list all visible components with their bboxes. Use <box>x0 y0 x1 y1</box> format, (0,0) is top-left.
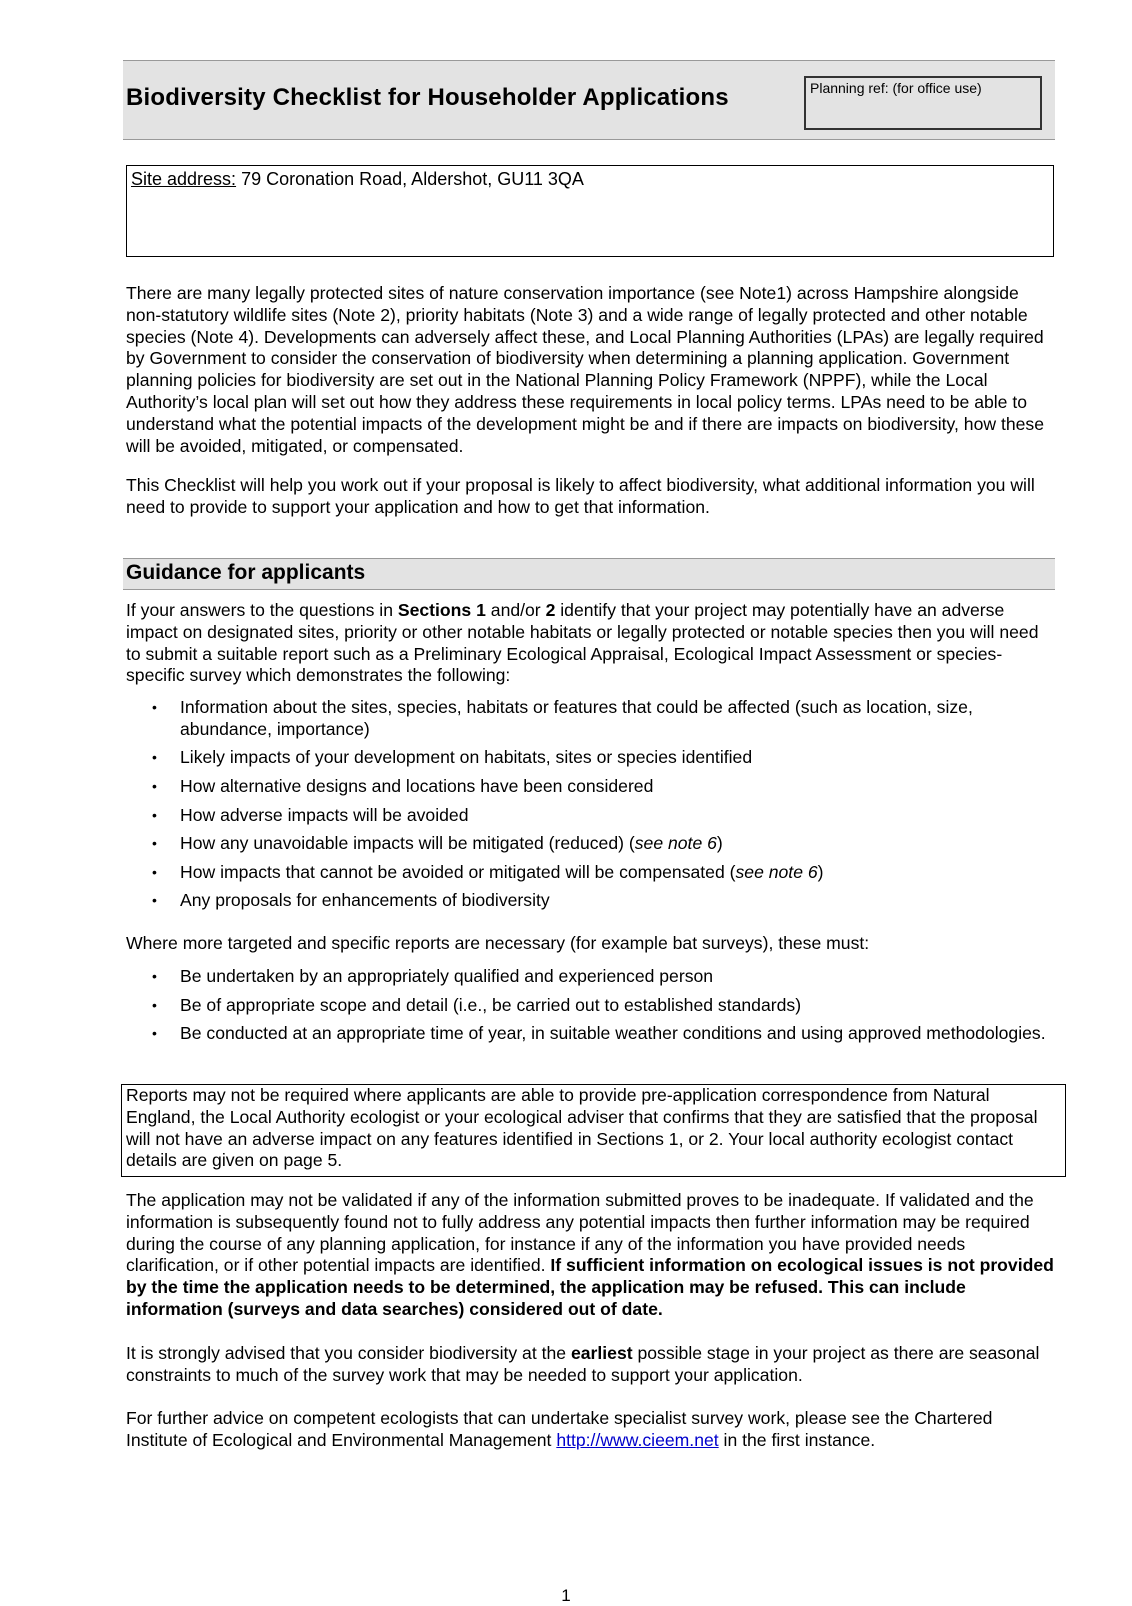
report-requirements-list <box>126 697 1056 919</box>
cieem-link[interactable]: http://www.cieem.net <box>556 1429 719 1450</box>
page-number: 1 <box>561 1586 571 1605</box>
list-item: • Information about the sites, species, habitats or features that could be affected (such as location, size, abundance, importance) <box>126 697 1056 741</box>
guidance-intro-paragraph: If your answers to the questions in Sections 1 and/or 2 identify that your project may potentially have an adverse impact on designated sites, priority or other notable habitats or legally protected or notable species then you will need to submit a suitable report such as a Preliminary Ecological Appraisal, Ecological Impact Assessment or species-specific survey which demonstrates the following: <box>126 600 1039 686</box>
site-address-label: Site address: <box>131 169 237 189</box>
list-item: • How any unavoidable impacts will be mitigated (reduced) (see note 6) <box>126 833 1056 855</box>
site-address-box[interactable] <box>126 165 1054 257</box>
further-advice-paragraph: For further advice on competent ecologists that can undertake specialist survey work, please see the Chartered Institute of Ecological and Environmental Management http://www.cieem.net in the first instance. <box>126 1408 993 1450</box>
page-title: Biodiversity Checklist for Householder Applications <box>126 84 729 111</box>
intro-paragraph-2: This Checklist will help you work out if your proposal is likely to affect biodiversity, what additional information you will need to provide to support your application and how to get that information. <box>126 475 1035 517</box>
guidance-heading: Guidance for applicants <box>126 561 366 584</box>
list-item: • Be undertaken by an appropriately qualified and experienced person <box>126 966 1056 988</box>
list-item: • How adverse impacts will be avoided <box>126 805 1056 827</box>
earliest-stage-paragraph: It is strongly advised that you consider biodiversity at the earliest possible stage in your project as there are seasonal constraints to much of the survey work that may be needed to support your application. <box>126 1343 1040 1385</box>
targeted-reports-list <box>126 966 1056 1052</box>
targeted-reports-intro: Where more targeted and specific reports are necessary (for example bat surveys), these must: <box>126 933 870 953</box>
list-item: • Be conducted at an appropriate time of year, in suitable weather conditions and using approved methodologies. <box>126 1023 1056 1045</box>
list-item: • Any proposals for enhancements of biodiversity <box>126 890 1056 912</box>
planning-ref-label: Planning ref: (for office use) <box>810 80 982 96</box>
list-item: • Likely impacts of your development on habitats, sites or species identified <box>126 747 1056 769</box>
list-item: • How alternative designs and locations have been considered <box>126 776 1056 798</box>
pre-application-notice: Reports may not be required where applicants are able to provide pre-application correspondence from Natural England, the Local Authority ecologist or your ecological adviser that confirms that they are satisfied that the proposal will not have an adverse impact on any features identified in Sections 1, or 2. Your local authority ecologist contact details are given on page 5. <box>126 1085 1038 1171</box>
site-address-line <box>131 169 584 190</box>
site-address-value: 79 Coronation Road, Aldershot, GU11 3QA <box>236 169 584 189</box>
validation-paragraph: The application may not be validated if any of the information submitted proves to be inadequate. If validated and the information is subsequently found not to fully address any potential impacts then further information may be required during the course of any planning application, for instance if any of the information you have provided needs clarification, or if other potential impacts are identified. If sufficient information on ecological issues is not provided by the time the application needs to be determined, the application may be refused. This can include information (surveys and data searches) considered out of date. <box>126 1190 1054 1319</box>
list-item: • Be of appropriate scope and detail (i.e., be carried out to established standards) <box>126 995 1056 1017</box>
list-item: • How impacts that cannot be avoided or mitigated will be compensated (see note 6) <box>126 862 1056 884</box>
pre-application-notice-box <box>121 1084 1066 1177</box>
planning-ref-box[interactable] <box>804 76 1042 130</box>
intro-paragraph-1: There are many legally protected sites of nature conservation importance (see Note1) across Hampshire alongside non-statutory wildlife sites (Note 2), priority habitats (Note 3) and a wide range of legally protected and other notable species (Note 4). Developments can adversely affect these, and Local Planning Authorities (LPAs) are legally required by Government to consider the conservation of biodiversity when determining a planning application. Government planning policies for biodiversity are set out in the National Planning Policy Framework (NPPF), while the Local Authority’s local plan will set out how they address these requirements in local policy terms. LPAs need to be able to understand what the potential impacts of the development might be and if there are impacts on biodiversity, how these will be avoided, mitigated, or compensated. <box>126 283 1045 456</box>
